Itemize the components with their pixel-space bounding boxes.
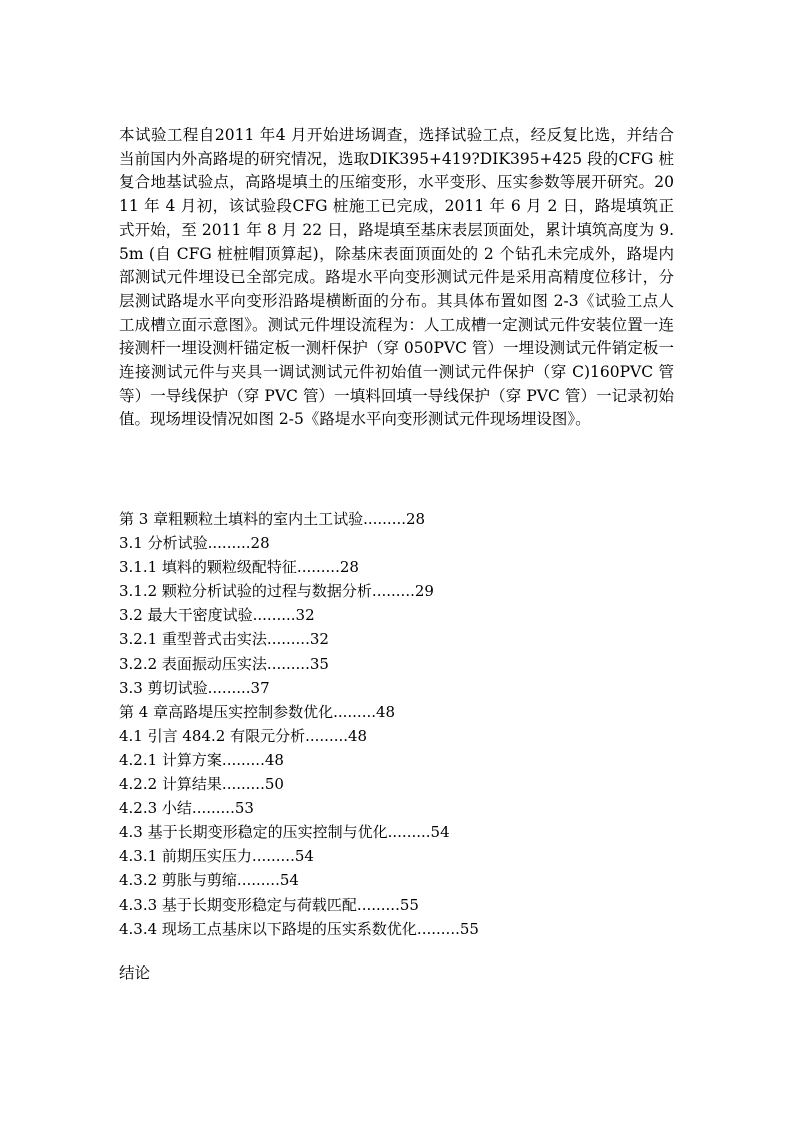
toc-entry: 3.2.1 重型普式击实法.........32 [119,630,329,649]
toc-entry: 第 4 章高路堤压实控制参数优化.........48 [119,702,396,721]
toc-entry: 4.3.2 剪胀与剪缩.........54 [119,871,299,890]
toc-entry: 3.3 剪切试验.........37 [119,678,270,697]
toc-entry: 4.3.3 基于长期变形稳定与荷载匹配.........55 [119,895,419,914]
toc-entry: 3.2 最大干密度试验.........32 [119,606,315,625]
body-paragraph: 本试验工程自2011 年4 月开始进场调查，选择试验工点，经反复比选，并结合当前国内外高路堤的研究情况，选取DIK395+419?DIK395+425 段的CFG 桩复合地基试验点，高路堤填土的压缩变形，水平变形、压实参数等展开研究。2011 年 4 月初，该试验段CFG 桩施工已完成，2011 年 6 月 2 日，路堤填筑正式开始，至 2011 年 8 月 22 日，路堤填至基床表层顶面处，累计填筑高度为 9.5m (自 CFG 桩桩帽顶算起)，除基床表面顶面处的 2 个钻孔未完成外，路堤内部测试元件埋设已全部完成。路堤水平向变形测试元件是采用高精度位移计，分层测试路堤水平向变形沿路堤横断面的分布。其具体布置如图 2-3《试验工点人工成槽立面示意图》。测试元件埋设流程为：人工成槽一定测试元件安装位置一连接测杆一埋设测杆锚定板一测杆保护（穿 050PVC 管）一埋设测试元件销定板一连接测试元件与夹具一调试测试元件初始值一测试元件保护（穿 C)160PVC 管等）一导线保护（穿 PVC 管）一填料回填一导线保护（穿 PVC 管）一记录初始值。现场埋设情况如图 2-5《路堤水平向变形测试元件现场埋设图》。 [119,126,674,429]
table-of-contents [119,507,679,941]
toc-entry: 4.2.2 计算结果.........50 [119,775,284,794]
toc-entry: 第 3 章粗颗粒土填料的室内土工试验.........28 [119,510,426,528]
toc-entry: 3.2.2 表面振动压实法.........35 [119,654,329,673]
toc-entry: 4.2.1 计算方案.........48 [119,750,284,769]
toc-entry: 3.1 分析试验.........28 [119,534,270,553]
toc-entry: 4.3.4 现场工点基床以下路堤的压实系数优化.........55 [119,919,479,938]
conclusion-heading: 结论 [119,964,151,982]
toc-entry: 3.1.2 颗粒分析试验的过程与数据分析.........29 [119,582,434,601]
toc-entry: 4.1 引言 484.2 有限元分析.........48 [119,726,368,745]
toc-entry: 4.2.3 小结.........53 [119,799,254,818]
toc-entry: 4.3.1 前期压实压力.........54 [119,847,314,866]
toc-entry: 4.3 基于长期变形稳定的压实控制与优化.........54 [119,823,450,842]
toc-entry: 3.1.1 填料的颗粒级配特征.........28 [119,558,359,577]
